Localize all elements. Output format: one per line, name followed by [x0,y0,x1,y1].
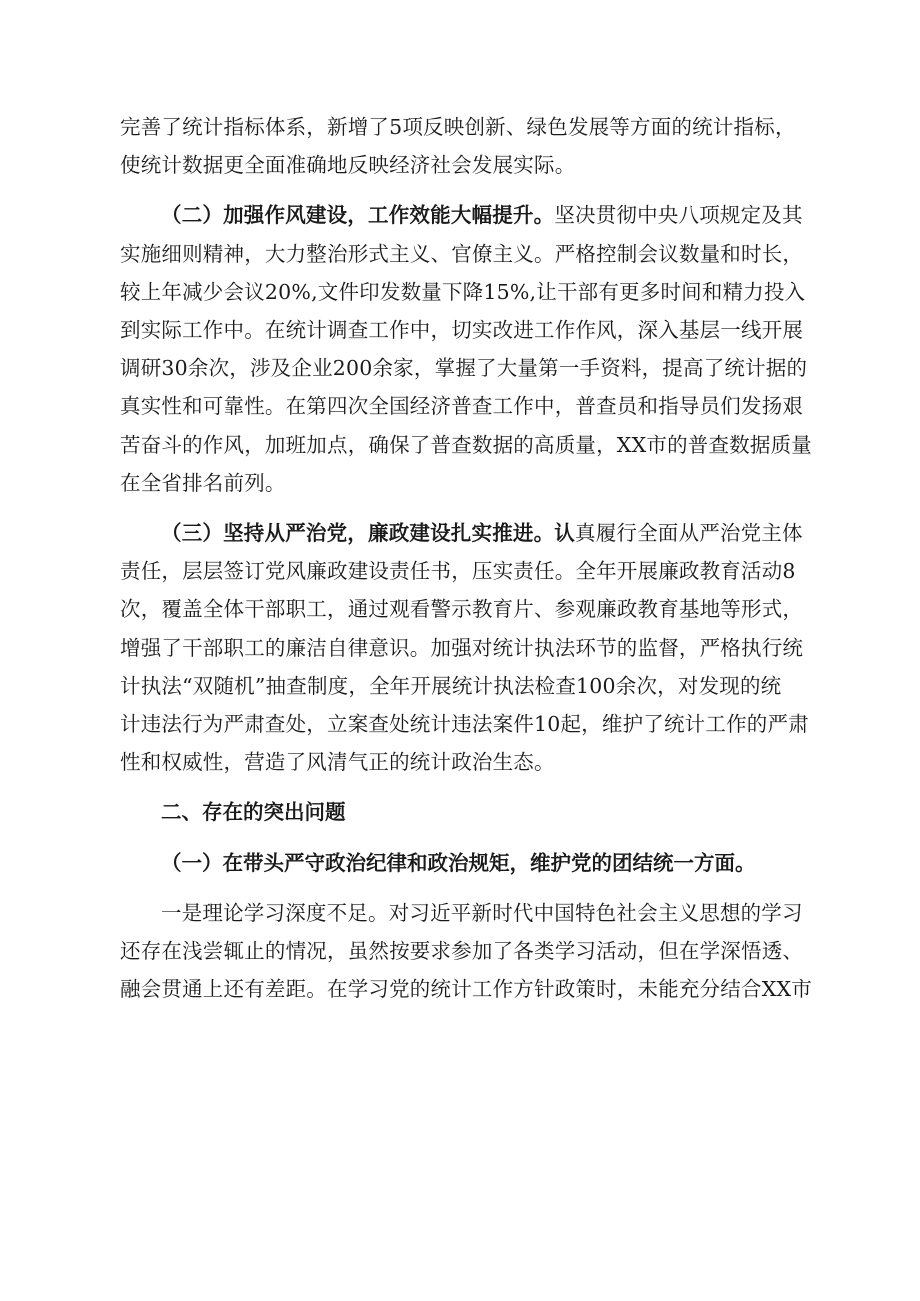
text-line [120,514,803,552]
text-line: 真实性和可靠性。在第四次全国经济普查工作中，普查员和指导员们发扬艰 [120,394,804,419]
text-line: 较上年减少会议20%,文件印发数量下降15%,让干部有更多时间和精力投入 [120,279,806,304]
paragraph-work-style [120,196,812,502]
paragraph-party-discipline [120,514,809,781]
text-line: 在全省排名前列。 [120,470,286,495]
document-page [120,108,812,1020]
section-heading: 二、存在的突出问题 [161,800,346,825]
text-line: 增强了干部职工的廉洁自律意识。加强对统计执法环节的监督，严格执行统 [120,635,804,660]
paragraph-lead-heading: （二）加强作风建设，工作效能大幅提升。 [161,203,555,228]
text-line: 使统计数据更全面准确地反映经济社会发展实际。 [120,153,576,178]
text-line: 调研30余次，涉及企业200余家，掌握了大量第一手资料，提高了统计据的 [120,356,808,381]
text-line: 计执法“双随机”抽查制度，全年开展统计执法检查100余次，对发现的统 [120,673,782,698]
paragraph-first-line-text: 真履行全面从严治党主体 [575,521,803,546]
text-line: 责任，层层签订党风廉政建设责任书，压实责任。全年开展廉政教育活动8 [120,559,796,584]
text-line: 融会贯通上还有差距。在学习党的统计工作方针政策时，未能充分结合XX市 [120,977,812,1002]
text-line: 完善了统计指标体系，新增了5项反映创新、绿色发展等方面的统计指标， [120,115,796,139]
paragraph-theory-study [120,894,812,1009]
text-line: 性和权威性，营造了风清气正的统计政治生态。 [120,750,555,775]
text-line: 还存在浅尝辄止的情况，虽然按要求参加了各类学习活动，但在学深悟透、 [120,939,804,964]
text-line: 实施细则精神，大力整治形式主义、官僚主义。严格控制会议数量和时长， [120,241,804,266]
paragraph-first-line-text: 坚决贯彻中央八项规定及其 [554,203,803,228]
text-line: 到实际工作中。在统计调查工作中，切实改进工作作风，深入基层一线开展 [120,318,804,343]
subsection-heading: （一）在带头严守政治纪律和政治规矩，维护党的团结统一方面。 [161,850,756,875]
text-line: 次，覆盖全体干部职工，通过观看警示教育片、参观廉政教育基地等形式， [120,597,804,622]
text-line: 一是理论学习深度不足。对习近平新时代中国特色社会主义思想的学习 [161,900,803,925]
text-line [120,196,803,234]
paragraph-statistics-indicators [120,108,800,184]
text-line: 苦奋斗的作风，加班加点，确保了普查数据的高质量，XX市的普查数据质量 [120,432,812,457]
paragraph-lead-heading: （三）坚持从严治党，廉政建设扎实推进。认 [161,521,575,546]
text-line: 计违法行为严肃查处，立案查处统计违法案件10起，维护了统计工作的严肃 [120,712,809,737]
